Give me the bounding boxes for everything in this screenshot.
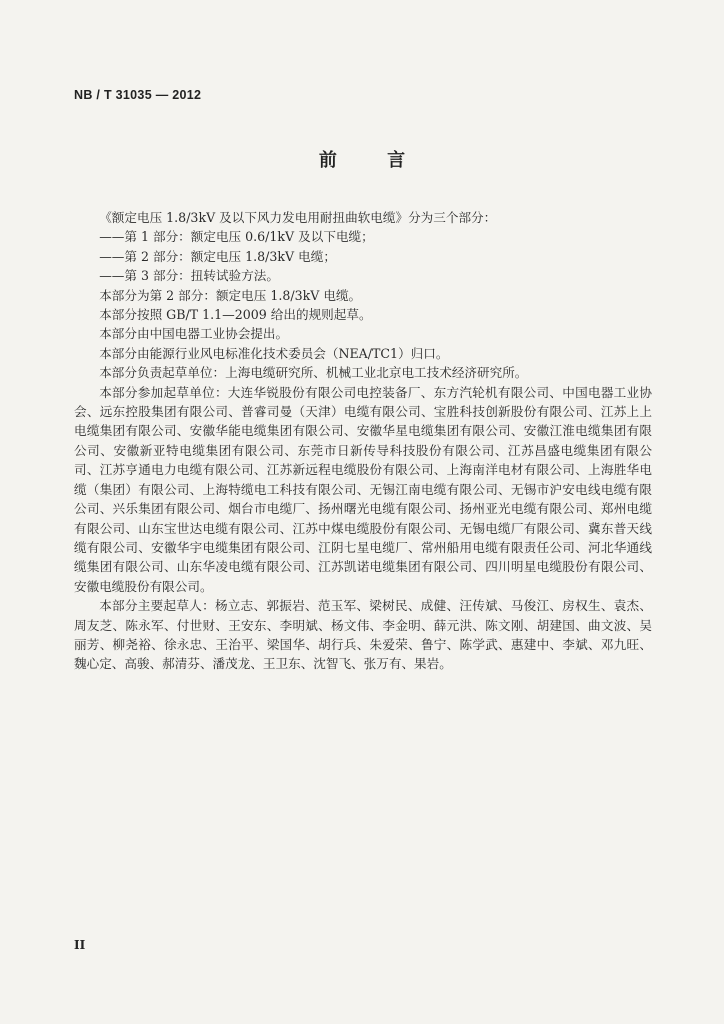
paragraph-this-part: 本部分为第 2 部分：额定电压 1.8/3kV 电缆。 xyxy=(99,287,362,303)
paragraph-part-3: ——第 3 部分：扭转试验方法。 xyxy=(99,268,279,284)
page-title: 前 言 xyxy=(318,150,428,171)
paragraph-part-1: ——第 1 部分：额定电压 0.6/1kV 及以下电缆； xyxy=(99,229,374,245)
paragraph-responsible-units: 本部分负责起草单位：上海电缆研究所、机械工业北京电工技术经济研究所。 xyxy=(99,365,528,381)
paragraph-participating-units: 本部分参加起草单位：大连华锐股份有限公司电控装备厂、东方汽轮机有限公司、中国电器工业协会、远东控股集团有限公司、普睿司曼（天津）电缆有限公司、宝胜科技创新股份有限公司、江苏上上电缆集团有限公司、安徽华能电缆集团有限公司、安徽华星电缆集团有限公司、安徽江淮电缆集团有限公司、安徽新亚特电缆集团有限公司、东莞市日新传导科技股份有限公司、江苏昌盛电缆集团有限公司、江苏亨通电力电缆有限公司、江苏新远程电缆股份有限公司、上海南洋电材有限公司、上海胜华电缆（集团）有限公司、上海特缆电工科技有限公司、无锡江南电缆有限公司、无锡市沪安电线电缆有限公司、兴乐集团有限公司、烟台市电缆厂、扬州曙光电缆有限公司、扬州亚光电缆有限公司、郑州电缆有限公司、山东宝世达电缆有限公司、江苏中煤电缆股份有限公司、无锡电缆厂有限公司、冀东普天线缆有限公司、安徽华宇电缆集团有限公司、江阴七星电缆厂、常州船用电缆有限责任公司、河北华通线缆集团有限公司、山东华凌电缆有限公司、江苏凯诺电缆集团有限公司、四川明星电缆股份有限公司、安徽电缆股份有限公司。 xyxy=(74,384,652,594)
paragraph-proposer: 本部分由中国电器工业协会提出。 xyxy=(99,326,289,342)
paragraph-intro: 《额定电压 1.8/3kV 及以下风力发电用耐扭曲软电缆》分为三个部分： xyxy=(99,210,497,225)
paragraph-main-drafters: 本部分主要起草人：杨立志、郭振岩、范玉军、梁树民、成健、汪传斌、马俊江、房权生、袁杰、周友芝、陈永军、付世财、王安东、李明斌、杨文伟、李金明、薛元洪、陈文刚、胡建国、曲文波、吴丽芳、柳尧裕、徐永忠、王治平、梁国华、胡行兵、朱爱荣、鲁宁、陈学武、惠建中、李斌、邓九旺、魏心定、高骏、郝清芬、潘茂龙、王卫东、沈智飞、张万有、果岩。 xyxy=(74,598,652,672)
foreword-body xyxy=(74,208,652,674)
paragraph-drafting-rules: 本部分按照 GB/T 1.1—2009 给出的规则起草。 xyxy=(99,307,372,323)
standard-code: NB / T 31035 — 2012 xyxy=(74,88,202,102)
page-number: II xyxy=(74,938,86,952)
paragraph-committee: 本部分由能源行业风电标准化技术委员会（NEA/TC1）归口。 xyxy=(99,345,449,361)
paragraph-part-2: ——第 2 部分：额定电压 1.8/3kV 电缆； xyxy=(99,248,336,264)
